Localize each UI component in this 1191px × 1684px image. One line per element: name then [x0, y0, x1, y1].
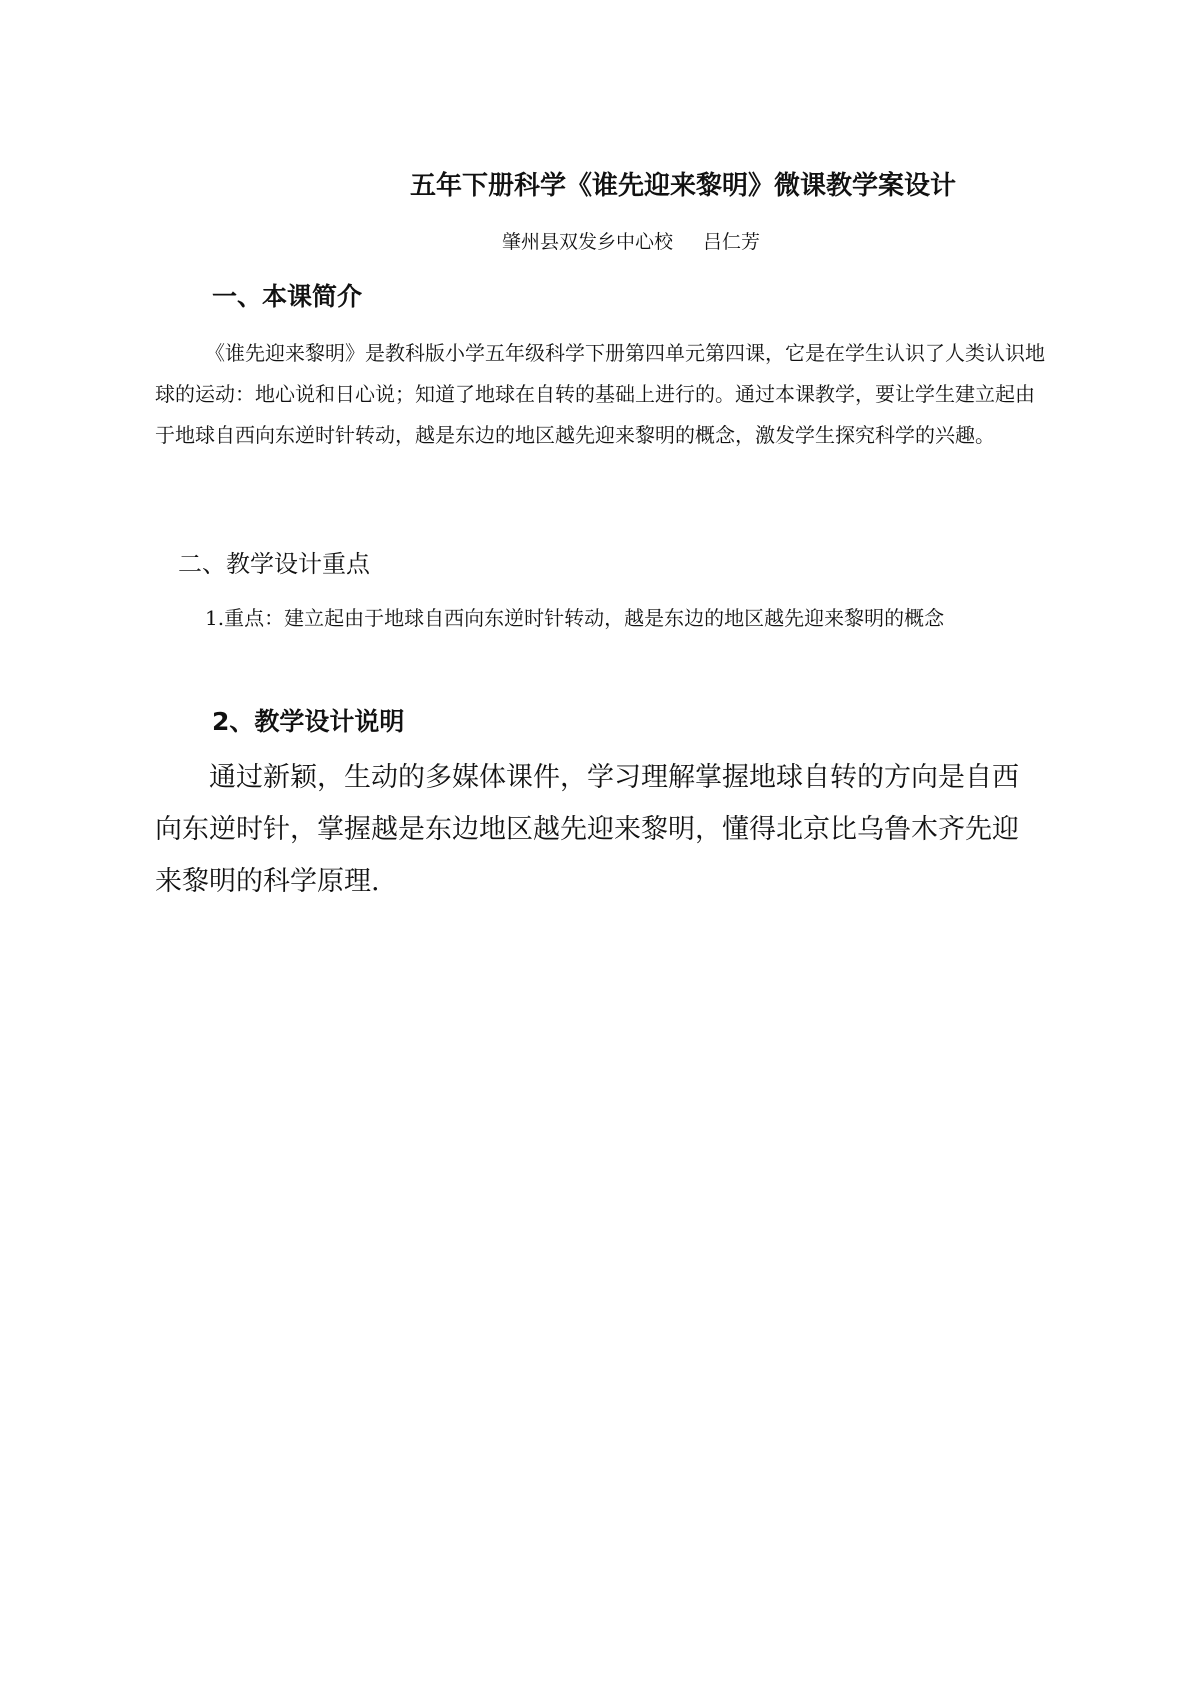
author-name: 吕仁芳	[703, 231, 761, 253]
section-heading-intro: 一、本课简介	[212, 282, 363, 311]
section-heading-explanation: 2、教学设计说明	[212, 707, 405, 736]
section-heading-focus: 二、教学设计重点	[178, 550, 370, 578]
school-name: 肇州县双发乡中心校	[502, 231, 674, 253]
document-title: 五年下册科学《谁先迎来黎明》微课教学案设计	[410, 171, 957, 201]
byline	[502, 228, 760, 256]
explanation-paragraph: 通过新颖，生动的多媒体课件，学习理解掌握地球自转的方向是自西向东逆时针，掌握越是东边地区越先迎来黎明，懂得北京比乌鲁木齐先迎来黎明的科学原理.	[155, 762, 1019, 897]
focus-item: 1.重点：建立起由于地球自西向东逆时针转动，越是东边的地区越先迎来黎明的概念	[205, 606, 945, 630]
intro-paragraph: 《谁先迎来黎明》是教科版小学五年级科学下册第四单元第四课，它是在学生认识了人类认识地球的运动：地心说和日心说；知道了地球在自转的基础上进行的。通过本课教学，要让学生建立起由于地球自西向东逆时针转动，越是东边的地区越先迎来黎明的概念，激发学生探究科学的兴趣。	[155, 341, 1045, 447]
